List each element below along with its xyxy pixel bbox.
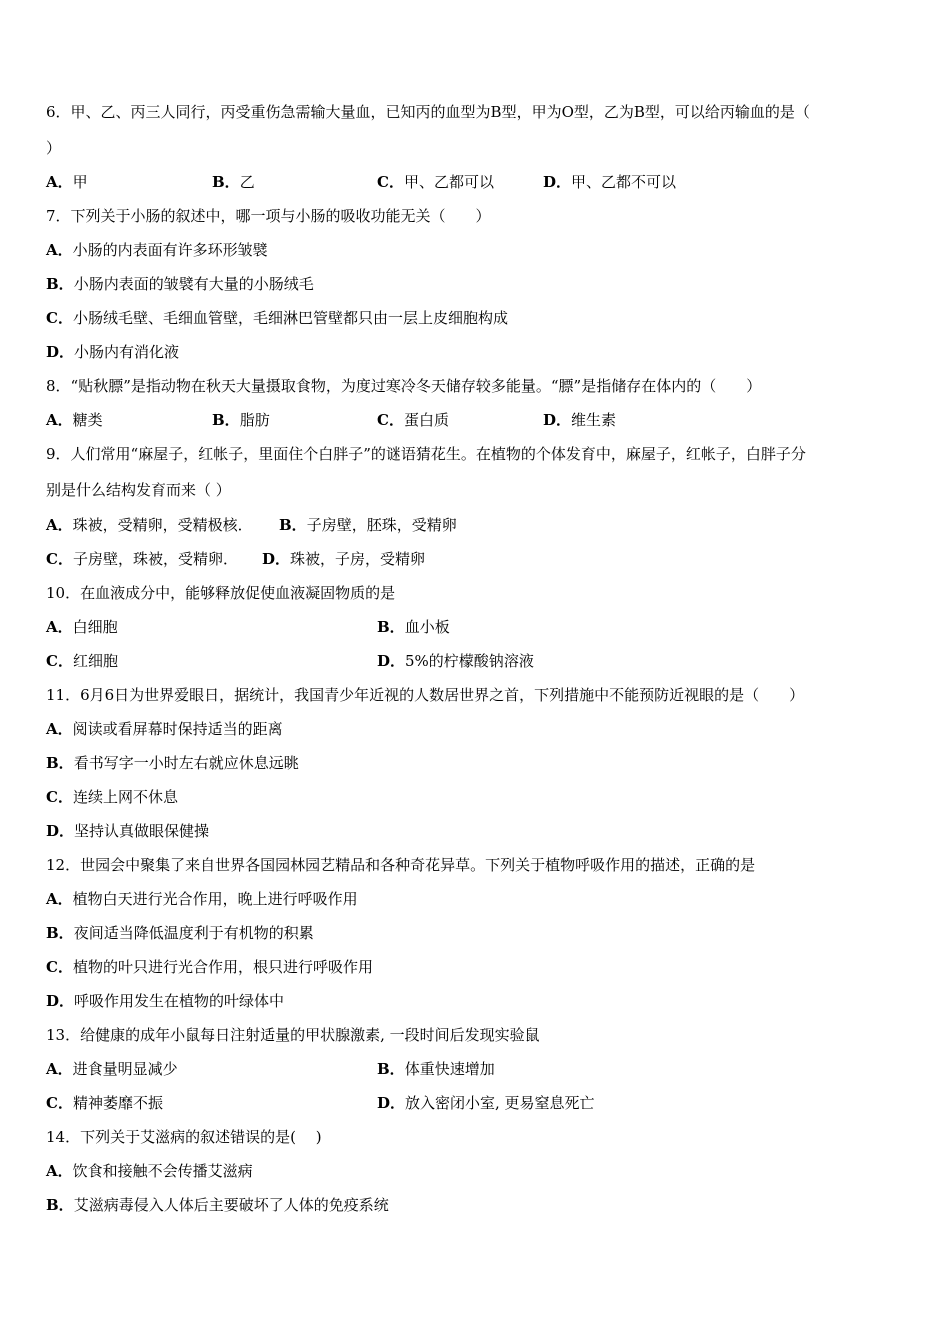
- option-letter: B．: [46, 275, 74, 293]
- option-text: 夜间适当降低温度利于有机物的积累: [73, 924, 314, 942]
- question-8-option-b: [212, 410, 270, 430]
- option-letter: C．: [46, 788, 73, 806]
- question-6-option-a: [46, 172, 88, 192]
- option-letter: B．: [46, 754, 74, 772]
- option-text: 血小板: [404, 618, 450, 636]
- question-6-option-d: [543, 172, 676, 192]
- option-letter: A．: [46, 173, 73, 191]
- question-14-stem: 14．下列关于艾滋病的叙述错误的是( ): [46, 1128, 322, 1146]
- question-10-stem: 10．在血液成分中，能够释放促使血液凝固物质的是: [46, 584, 396, 602]
- option-letter: D．: [46, 822, 75, 840]
- question-11-option-d: [46, 821, 209, 841]
- option-text: 白细胞: [72, 618, 118, 636]
- option-letter: C．: [46, 652, 73, 670]
- question-8-option-c: [377, 410, 449, 430]
- question-9-stem-line-2: 别是什么结构发育而来（ ）: [46, 481, 231, 499]
- question-9-option-c: [46, 549, 238, 569]
- option-text: 连续上网不休息: [72, 788, 178, 806]
- option-text: 脂肪: [239, 411, 270, 429]
- question-7-option-c: [46, 308, 508, 328]
- option-text: 乙: [239, 173, 255, 191]
- option-text: 甲、乙都可以: [403, 173, 494, 191]
- question-10-option-c: [46, 651, 118, 671]
- option-text: 精神萎靡不振: [72, 1094, 163, 1112]
- option-text: 小肠内表面的皱襞有大量的小肠绒毛: [73, 275, 314, 293]
- question-13-option-a: [46, 1059, 178, 1079]
- option-letter: D．: [377, 652, 406, 670]
- option-text: 甲: [72, 173, 88, 191]
- option-text: 红细胞: [72, 652, 118, 670]
- option-letter: C．: [377, 173, 404, 191]
- option-letter: A．: [46, 1060, 73, 1078]
- question-10-option-d: [377, 651, 534, 671]
- question-12-option-d: [46, 991, 284, 1011]
- option-text: 子房壁，珠被，受精卵．: [72, 550, 238, 568]
- question-6-stem-line-2: ）: [46, 139, 62, 157]
- option-letter: B．: [46, 924, 74, 942]
- option-text: 呼吸作用发生在植物的叶绿体中: [74, 992, 285, 1010]
- option-letter: D．: [262, 550, 291, 568]
- option-text: 维生素: [571, 411, 617, 429]
- option-letter: C．: [46, 309, 73, 327]
- question-14-option-a: [46, 1161, 253, 1181]
- option-letter: B．: [46, 1196, 74, 1214]
- option-text: 植物白天进行光合作用，晚上进行呼吸作用: [72, 890, 358, 908]
- option-letter: C．: [46, 1094, 73, 1112]
- option-text: 珠被，受精卵，受精极核．: [72, 516, 253, 534]
- option-letter: B．: [212, 411, 240, 429]
- option-letter: A．: [46, 890, 73, 908]
- question-13-stem: 13．给健康的成年小鼠每日注射适量的甲状腺激素, 一段时间后发现实验鼠: [46, 1026, 540, 1044]
- question-13-option-d: [377, 1093, 595, 1113]
- option-letter: A．: [46, 411, 73, 429]
- question-14-option-b: [46, 1195, 389, 1215]
- question-11-option-b: [46, 753, 299, 773]
- option-letter: A．: [46, 516, 73, 534]
- option-text: 甲、乙都不可以: [571, 173, 677, 191]
- option-text: 植物的叶只进行光合作用，根只进行呼吸作用: [72, 958, 373, 976]
- question-8-option-d: [543, 410, 616, 430]
- option-letter: D．: [46, 343, 75, 361]
- option-text: 饮食和接触不会传播艾滋病: [72, 1162, 253, 1180]
- option-text: 进食量明显减少: [72, 1060, 178, 1078]
- question-11-option-c: [46, 787, 178, 807]
- option-letter: C．: [377, 411, 404, 429]
- question-12-option-a: [46, 889, 358, 909]
- option-letter: C．: [46, 550, 73, 568]
- option-text: 子房壁，胚珠，受精卵: [306, 516, 457, 534]
- question-6-option-c: [377, 172, 494, 192]
- option-letter: D．: [377, 1094, 406, 1112]
- question-9-option-b: [279, 515, 457, 535]
- question-7-option-a: [46, 240, 268, 260]
- question-10-option-a: [46, 617, 118, 637]
- option-text: 小肠内有消化液: [74, 343, 180, 361]
- question-9-option-a: [46, 515, 253, 535]
- option-text: 蛋白质: [403, 411, 449, 429]
- question-6-stem-line-1: 6．甲、乙、丙三人同行，丙受重伤急需输大量血，已知丙的血型为B型，甲为O型，乙为B型，可以给丙输血的是（: [46, 103, 810, 121]
- option-text: 糖类: [72, 411, 103, 429]
- question-9-stem-line-1: 9．人们常用“麻屋子，红帐子，里面住个白胖子”的谜语猜花生。在植物的个体发育中，麻屋子，红帐子，白胖子分: [46, 445, 806, 463]
- question-10-option-b: [377, 617, 450, 637]
- option-letter: D．: [543, 173, 572, 191]
- question-7-option-b: [46, 274, 314, 294]
- option-text: 小肠的内表面有许多环形皱襞: [72, 241, 268, 259]
- option-letter: B．: [377, 618, 405, 636]
- option-letter: B．: [279, 516, 307, 534]
- question-11-option-a: [46, 719, 283, 739]
- option-text: 坚持认真做眼保健操: [74, 822, 210, 840]
- option-letter: C．: [46, 958, 73, 976]
- option-text: 5%的柠檬酸钠溶液: [405, 652, 534, 670]
- option-letter: A．: [46, 1162, 73, 1180]
- question-12-option-c: [46, 957, 373, 977]
- option-text: 小肠绒毛壁、毛细血管壁，毛细淋巴管壁都只由一层上皮细胞构成: [72, 309, 508, 327]
- option-text: 看书写字一小时左右就应休息远眺: [73, 754, 299, 772]
- question-7-stem: 7．下列关于小肠的叙述中，哪一项与小肠的吸收功能无关（ ）: [46, 207, 491, 225]
- question-13-option-c: [46, 1093, 163, 1113]
- option-letter: A．: [46, 720, 73, 738]
- option-letter: B．: [377, 1060, 405, 1078]
- question-8-stem: 8．“贴秋膘”是指动物在秋天大量摄取食物，为度过寒冷冬天储存较多能量。“膘”是指储存在体内的（ ）: [46, 377, 762, 395]
- question-6-option-b: [212, 172, 255, 192]
- option-letter: D．: [46, 992, 75, 1010]
- option-text: 放入密闭小室, 更易窒息死亡: [405, 1094, 595, 1112]
- option-letter: A．: [46, 618, 73, 636]
- option-letter: B．: [212, 173, 240, 191]
- question-11-stem: 11．6月6日为世界爱眼日，据统计，我国青少年近视的人数居世界之首，下列措施中不能预防近视眼的是（ ）: [46, 686, 805, 704]
- option-letter: A．: [46, 241, 73, 259]
- question-9-option-d: [262, 549, 425, 569]
- question-12-option-b: [46, 923, 314, 943]
- option-text: 艾滋病毒侵入人体后主要破坏了人体的免疫系统: [73, 1196, 389, 1214]
- question-7-option-d: [46, 342, 179, 362]
- question-8-option-a: [46, 410, 103, 430]
- question-13-option-b: [377, 1059, 495, 1079]
- question-12-stem: 12．世园会中聚集了来自世界各国园林园艺精品和各种奇花异草。下列关于植物呼吸作用的描述，正确的是: [46, 856, 756, 874]
- option-text: 珠被，子房，受精卵: [290, 550, 426, 568]
- option-letter: D．: [543, 411, 572, 429]
- option-text: 阅读或看屏幕时保持适当的距离: [72, 720, 283, 738]
- option-text: 体重快速增加: [404, 1060, 495, 1078]
